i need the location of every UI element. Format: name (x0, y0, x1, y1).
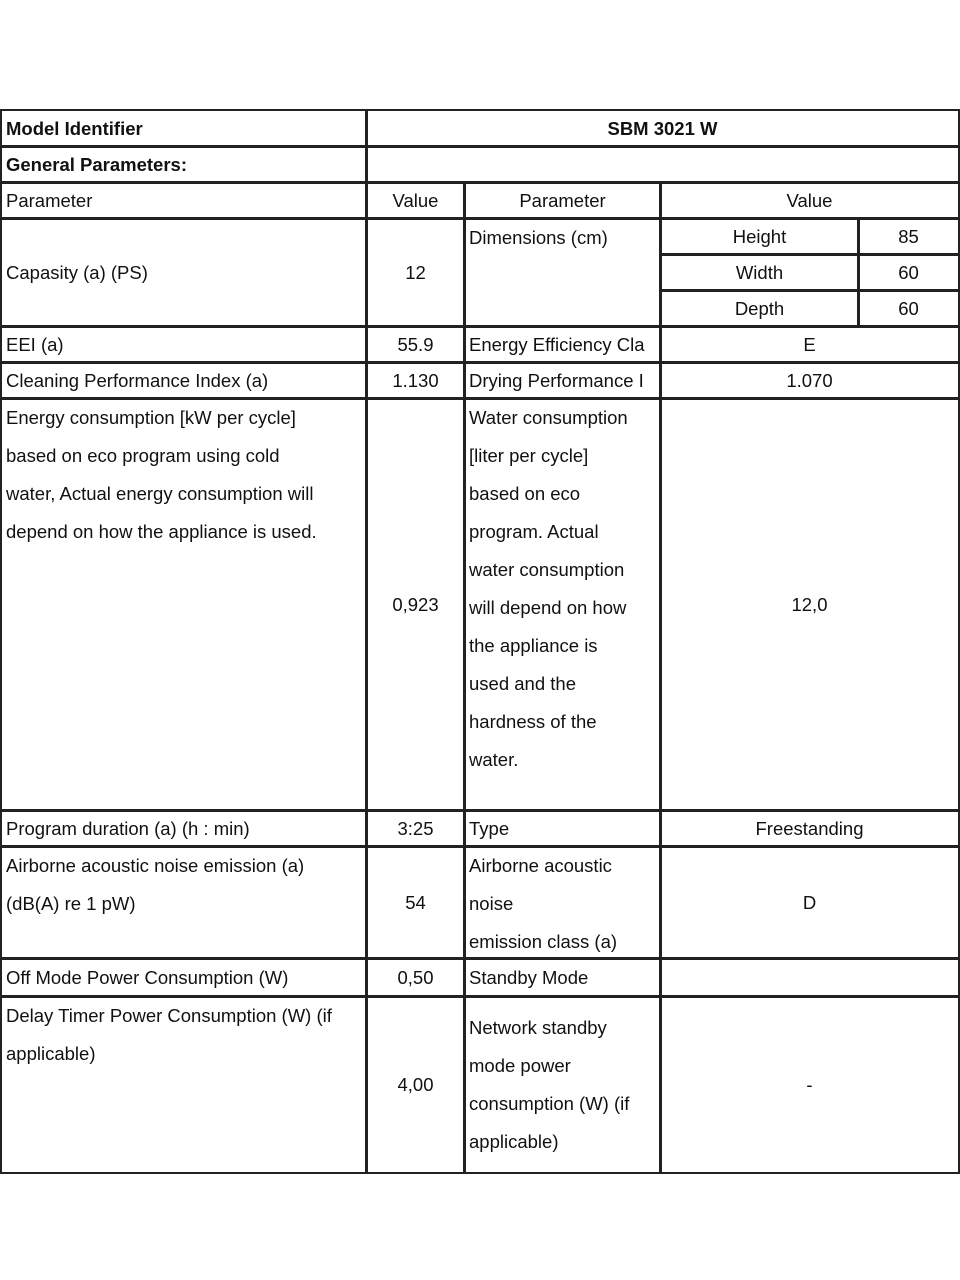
height-value (857, 217, 960, 256)
cell-text: Delay Timer Power Consumption (W) (if applicable) (6, 1005, 332, 1064)
cell-text: 60 (898, 297, 919, 319)
eei-label (0, 325, 368, 364)
cell-text: 1.130 (392, 369, 439, 391)
network-standby-label (463, 995, 662, 1174)
cell-text: Cleaning Performance Index (a) (6, 369, 269, 391)
off-mode-label (0, 957, 368, 998)
water-consumption-label (463, 397, 662, 812)
cell-text: 54 (405, 891, 426, 913)
cell-text: Drying Performance I (469, 369, 644, 391)
energy-class-value (659, 325, 960, 364)
cell-text: - (806, 1073, 813, 1095)
cell-text: D (802, 891, 817, 913)
program-duration-label (0, 809, 368, 848)
depth-label (659, 289, 860, 328)
cell-text: Program duration (a) (h : min) (6, 817, 250, 839)
water-consumption-value (659, 397, 960, 812)
energy-class-label (463, 325, 662, 364)
off-mode-value (365, 957, 466, 998)
eei-value (365, 325, 466, 364)
cell-text: Depth (734, 297, 785, 319)
general-parameters-label (0, 145, 368, 184)
cell-text: Parameter (6, 189, 93, 211)
column-header-parameter-2 (463, 181, 662, 220)
standby-mode-value (659, 957, 960, 998)
capacity-label (0, 217, 368, 328)
cell-text: E (803, 333, 816, 355)
drying-index-value (659, 361, 960, 400)
cell-text: Type (469, 817, 510, 839)
cell-text: Value (786, 189, 833, 211)
noise-class-value (659, 845, 960, 960)
column-header-value-1 (365, 181, 466, 220)
type-value (659, 809, 960, 848)
cell-text: EEI (a) (6, 333, 64, 355)
cleaning-index-value (365, 361, 466, 400)
cell-text: Energy consumption [kW per cycle] based on eco program using cold water, Actual energy consumption will depend on how the appliance is used. (6, 407, 317, 542)
cell-text: 12,0 (791, 593, 828, 615)
energy-consumption-label (0, 397, 368, 812)
type-label (463, 809, 662, 848)
cell-text: Energy Efficiency Cla (469, 333, 645, 355)
cell-text: General Parameters: (6, 153, 187, 175)
program-duration-value (365, 809, 466, 848)
width-label (659, 253, 860, 292)
general-parameters-empty (365, 145, 960, 184)
delay-timer-label (0, 995, 368, 1174)
cell-text: Network standby mode power consumption (W) (if applicable) (469, 1016, 630, 1152)
model-identifier-label (0, 109, 368, 148)
model-identifier-value (365, 109, 960, 148)
capacity-value (365, 217, 466, 328)
cell-text: Standby Mode (469, 966, 589, 988)
drying-index-label (463, 361, 662, 400)
cell-text: Capasity (a) (PS) (6, 261, 148, 283)
noise-emission-value (365, 845, 466, 960)
cell-text: Parameter (519, 189, 606, 211)
depth-value (857, 289, 960, 328)
cell-text: Off Mode Power Consumption (W) (6, 966, 289, 988)
column-header-value-2 (659, 181, 960, 220)
cell-text: Airborne acoustic noise emission (a) (dB(A) re 1 pW) (6, 855, 305, 914)
cell-text: 1.070 (786, 369, 833, 391)
column-header-parameter-1 (0, 181, 368, 220)
cell-text: Value (392, 189, 439, 211)
noise-class-label (463, 845, 662, 960)
cell-text: 3:25 (397, 817, 434, 839)
cell-text: SBM 3021 W (607, 117, 718, 139)
dimensions-label (463, 217, 662, 328)
width-value (857, 253, 960, 292)
cell-text: 4,00 (397, 1073, 434, 1095)
cell-text: 55.9 (397, 333, 434, 355)
cell-text: Width (735, 261, 784, 283)
cell-text: 0,923 (392, 593, 439, 615)
energy-consumption-value (365, 397, 466, 812)
cell-text: Freestanding (755, 817, 864, 839)
noise-emission-label (0, 845, 368, 960)
height-label (659, 217, 860, 256)
cell-text: Water consumption [liter per cycle] based on eco program. Actual water consumption will depend on how the appliance is used and the hardness of the water. (469, 407, 628, 770)
cell-text: 85 (898, 225, 919, 247)
cell-text: Dimensions (cm) (469, 227, 608, 248)
cell-text: Height (732, 225, 787, 247)
cell-text: 12 (405, 261, 426, 283)
standby-mode-label (463, 957, 662, 998)
network-standby-value (659, 995, 960, 1174)
cleaning-index-label (0, 361, 368, 400)
delay-timer-value (365, 995, 466, 1174)
cell-text: 60 (898, 261, 919, 283)
cell-text: 0,50 (397, 966, 434, 988)
cell-text: Model Identifier (6, 117, 143, 139)
cell-text: Airborne acoustic noise emission class (a) (469, 855, 618, 952)
